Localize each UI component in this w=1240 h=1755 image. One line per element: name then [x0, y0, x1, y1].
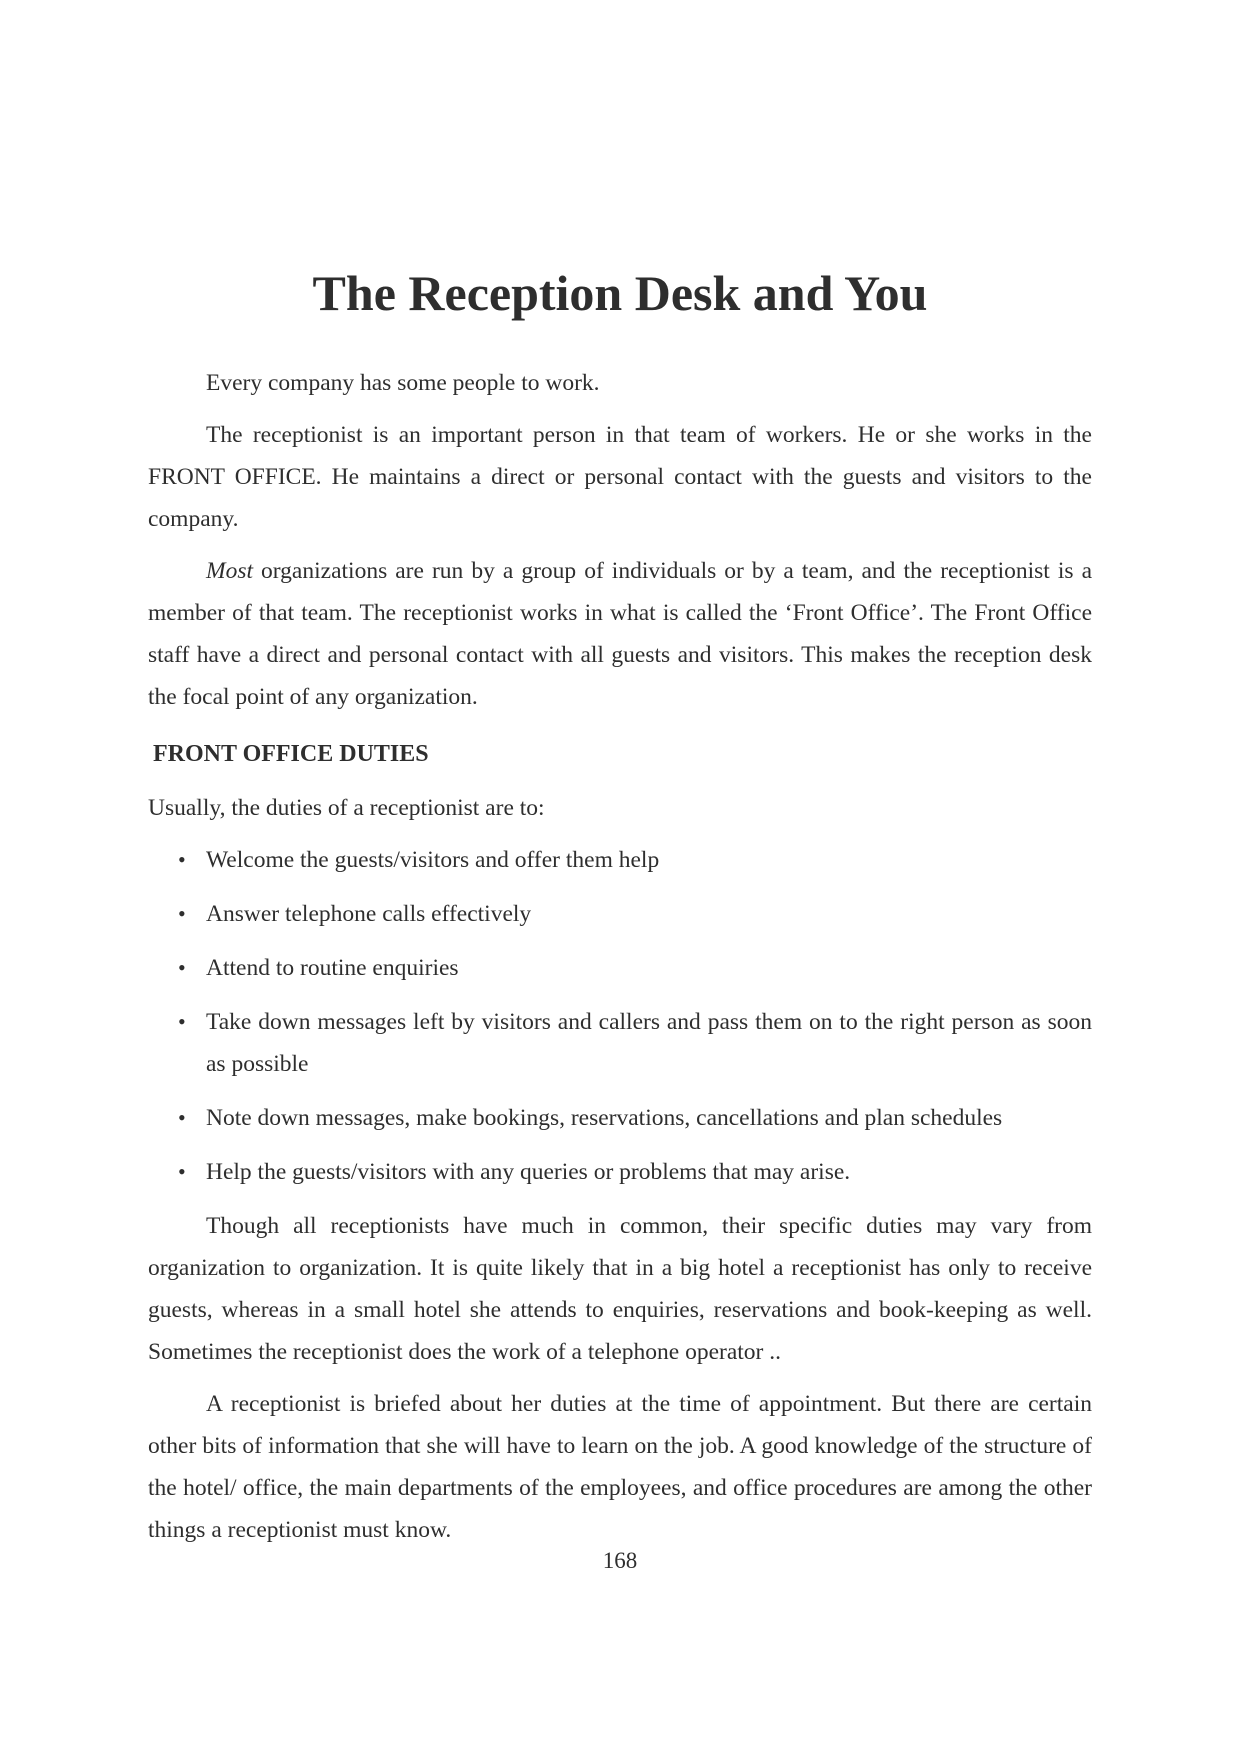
bullet-icon: • — [178, 1159, 186, 1184]
list-item — [148, 1151, 1092, 1193]
bullet-icon: • — [178, 955, 186, 980]
bullet-icon: • — [178, 847, 186, 872]
duty-text: Attend to routine enquiries — [206, 955, 459, 981]
paragraph-organizations-text: organizations are run by a group of individuals or by a team, and the receptionist is a member of that team. The receptionist works in what is called the ‘Front Office’. The Front Office staff have a direct and personal contact with all guests and visitors. This makes the reception desk the focal point of any organization. — [148, 558, 1092, 710]
paragraph-intro: Every company has some people to work. — [206, 370, 600, 396]
duty-text: Welcome the guests/visitors and offer them help — [206, 847, 660, 873]
duty-text: Take down messages left by visitors and callers and pass them on to the right person as soon as possible — [206, 1009, 1092, 1077]
duties-list — [148, 839, 1092, 1193]
section-heading-front-office-duties: FRONT OFFICE DUTIES — [153, 741, 429, 767]
paragraph-receptionist-role: The receptionist is an important person in that team of workers. He or she works in the FRONT OFFICE. He maintains a direct or personal contact with the guests and visitors to the company. — [148, 422, 1092, 532]
list-item — [148, 947, 1092, 989]
document-page — [148, 265, 1092, 1551]
page-number: 168 — [602, 1548, 638, 1573]
list-item — [148, 1001, 1092, 1085]
paragraph-specific-duties: Though all receptionists have much in common, their specific duties may vary from organization to organization. It is quite likely that in a big hotel a receptionist has only to receive guests, whereas in a small hotel she attends to enquiries, reservations and book-keeping as well. Sometimes the receptionist does the work of a telephone operator .. — [148, 1213, 1092, 1365]
duty-text: Help the guests/visitors with any queries or problems that may arise. — [206, 1159, 851, 1185]
list-item — [148, 839, 1092, 881]
duty-text: Answer telephone calls effectively — [206, 901, 532, 927]
duties-intro: Usually, the duties of a receptionist are to: — [148, 795, 545, 821]
paragraph-briefing: A receptionist is briefed about her duties at the time of appointment. But there are certain other bits of information that she will have to learn on the job. A good knowledge of the structure of the hotel/ office, the main departments of the employees, and office procedures are among the other things a receptionist must know. — [148, 1391, 1092, 1543]
bullet-icon: • — [178, 1009, 186, 1034]
bullet-icon: • — [178, 901, 186, 926]
paragraph-organizations — [148, 550, 1092, 718]
list-item — [148, 1097, 1092, 1139]
page-title: The Reception Desk and You — [312, 265, 928, 321]
list-item — [148, 893, 1092, 935]
emphasis-most: Most — [206, 558, 253, 584]
duty-text: Note down messages, make bookings, reservations, cancellations and plan schedules — [206, 1105, 1003, 1131]
bullet-icon: • — [178, 1105, 186, 1130]
